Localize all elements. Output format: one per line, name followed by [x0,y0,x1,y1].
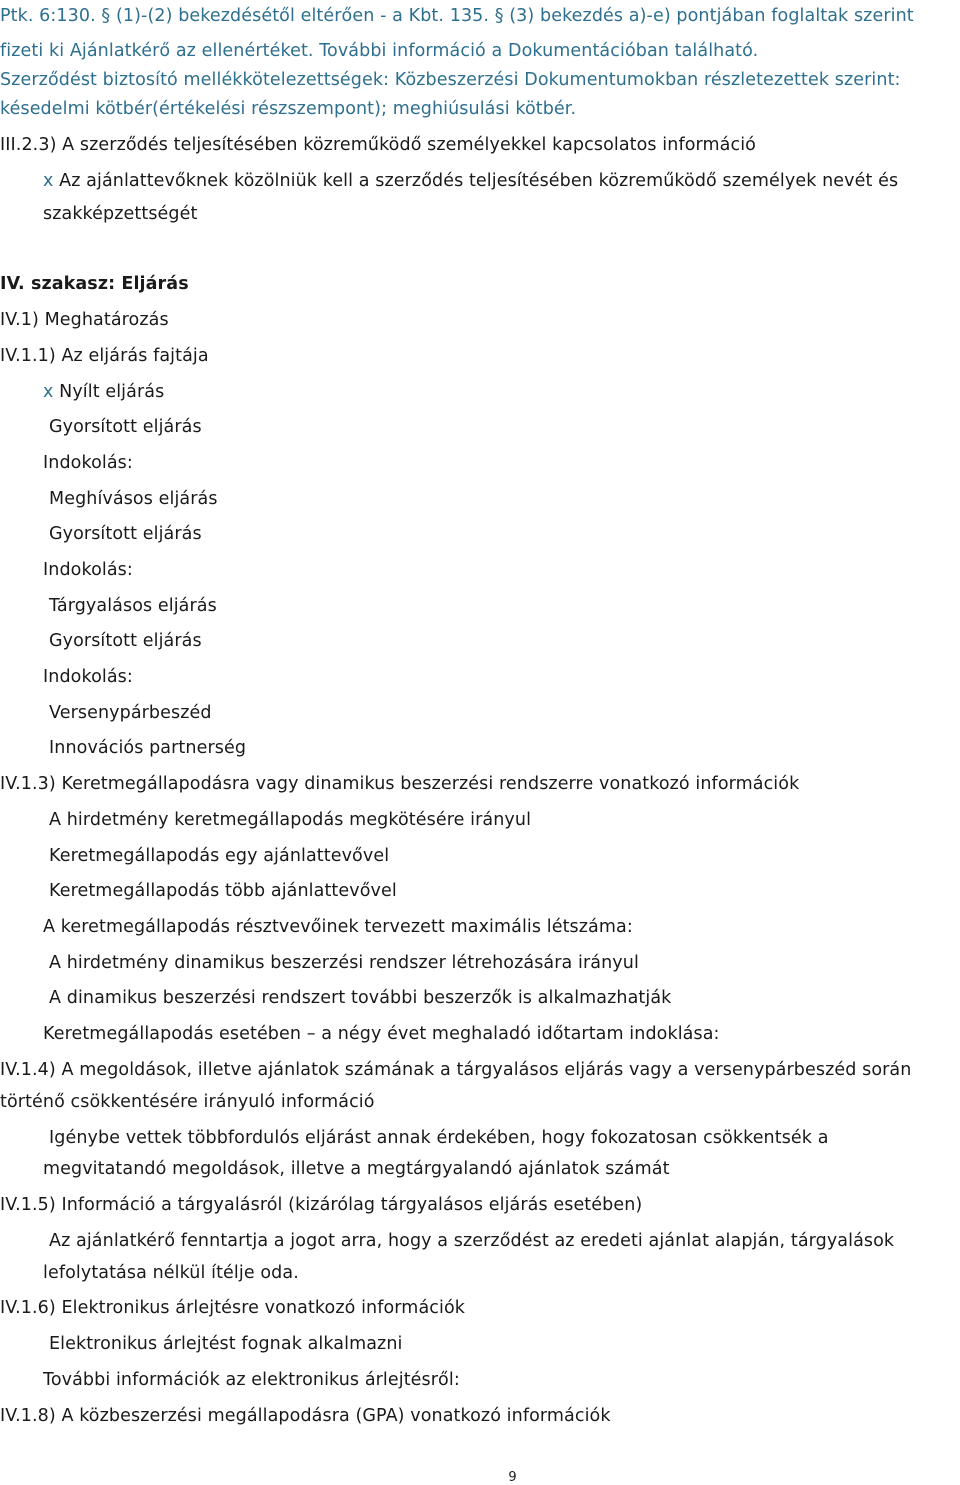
checkbox-mark: x [43,171,54,191]
iv-1-6-heading: IV.1.6) Elektronikus árlejtésre vonatkozó információk [0,1298,465,1318]
page-number: 9 [508,1470,517,1485]
iv-1-4-text-1: Igénybe vettek többfordulós eljárást annak érdekében, hogy fokozatosan csökkentsék a [49,1128,829,1148]
iv-1-5-text-1: Az ajánlatkérő fenntartja a jogot arra, hogy a szerződést az eredeti ajánlat alapján, tárgyalások [49,1231,895,1251]
option-restricted-procedure: Meghívásos eljárás [49,489,218,509]
iv-1-1-heading: IV.1.1) Az eljárás fajtája [0,346,209,366]
option-open-label: Nyílt eljárás [59,382,165,402]
intro-line-1: Ptk. 6:130. § (1)-(2) bekezdésétől eltérően - a Kbt. 135. § (3) bekezdés a)-e) pontjában foglaltak szerint [0,6,914,26]
fa-single-operator: Keretmegállapodás egy ajánlattevővel [49,846,390,866]
section-iii-2-3-text-1 [43,170,898,192]
iv-1-5-heading: IV.1.5) Információ a tárgyalásról (kizárólag tárgyalásos eljárás esetében) [0,1195,643,1215]
restricted-justification-label: Indokolás: [43,560,133,580]
fa-max-participants: A keretmegállapodás résztvevőinek tervezett maximális létszáma: [43,917,633,937]
dps-notice: A hirdetmény dinamikus beszerzési rendszer létrehozására irányul [49,953,639,973]
iv-1-4-heading-1: IV.1.4) A megoldások, illetve ajánlatok számának a tárgyalásos eljárás vagy a versenypárbeszéd során [0,1060,912,1080]
iv-1-4-heading-2: történő csökkentésére irányuló információ [0,1092,375,1112]
iv-1-heading: IV.1) Meghatározás [0,310,169,330]
negotiated-justification-label: Indokolás: [43,667,133,687]
section-iv-title: IV. szakasz: Eljárás [0,274,189,294]
option-negotiated-accelerated: Gyorsított eljárás [49,631,202,651]
option-innovation-partnership: Innovációs partnerség [49,738,247,758]
option-restricted-accelerated: Gyorsított eljárás [49,524,202,544]
open-justification-label: Indokolás: [43,453,133,473]
option-open-accelerated: Gyorsított eljárás [49,417,202,437]
section-iii-2-3-text: Az ajánlattevőknek közölniük kell a szerződés teljesítésében közreműködő személyek nevét és [59,171,899,191]
iv-1-6-text: Elektronikus árlejtést fognak alkalmazni [49,1334,403,1354]
fa-duration-justification: Keretmegállapodás esetében – a négy évet meghaladó időtartam indoklása: [43,1024,720,1044]
section-iii-2-3-heading: III.2.3) A szerződés teljesítésében közreműködő személyekkel kapcsolatos információ [0,135,756,155]
iv-1-5-text-2: lefolytatása nélkül ítélje oda. [43,1263,299,1283]
option-competitive-dialogue: Versenypárbeszéd [49,703,212,723]
section-iii-2-3-text-2: szakképzettségét [43,204,198,224]
intro-line-3: Szerződést biztosító mellékkötelezettségek: Közbeszerzési Dokumentumokban részletezettek szerint: [0,70,901,90]
fa-multiple-operators: Keretmegállapodás több ajánlattevővel [49,881,397,901]
dps-other-buyers: A dinamikus beszerzési rendszert további beszerzők is alkalmazhatják [49,988,672,1008]
iv-1-4-text-2: megvitatandó megoldások, illetve a megtárgyalandó ajánlatok számát [43,1159,670,1179]
intro-line-2: fizeti ki Ajánlatkérő az ellenértéket. További információ a Dokumentációban található. [0,41,759,61]
option-open-procedure [43,381,164,403]
intro-line-4: késedelmi kötbér(értékelési részszempont); meghiúsulási kötbér. [0,99,577,119]
checkbox-mark: x [43,382,54,402]
iv-1-6-more: További információk az elektronikus árlejtésről: [43,1370,460,1390]
iv-1-3-heading: IV.1.3) Keretmegállapodásra vagy dinamikus beszerzési rendszerre vonatkozó információk [0,774,800,794]
iv-1-8-heading: IV.1.8) A közbeszerzési megállapodásra (GPA) vonatkozó információk [0,1406,611,1426]
fa-notice: A hirdetmény keretmegállapodás megkötésére irányul [49,810,532,830]
option-negotiated-procedure: Tárgyalásos eljárás [49,596,217,616]
